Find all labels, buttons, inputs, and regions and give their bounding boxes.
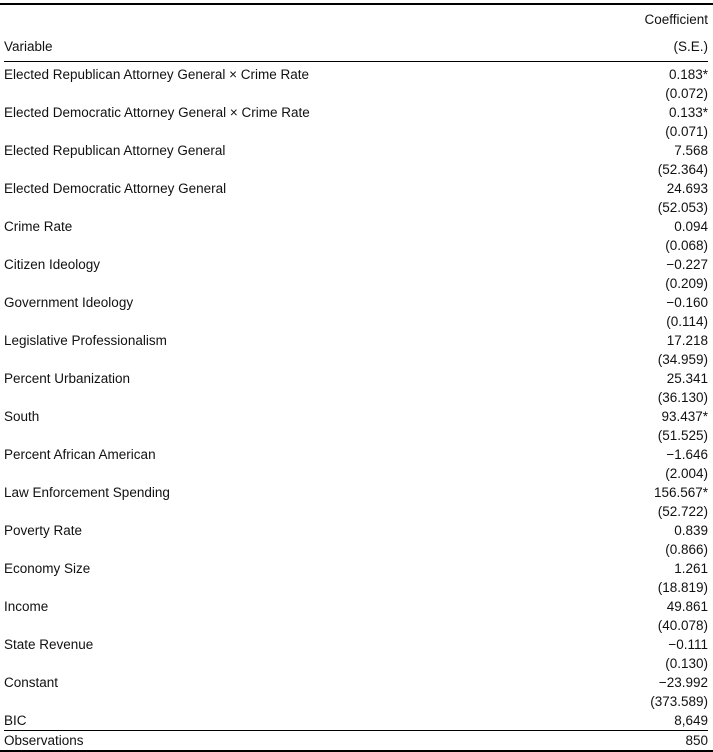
estimate-cell [665,445,708,483]
table-row [4,483,708,521]
estimate-cell [654,483,708,521]
variable-name: Elected Democratic Attorney General × Crime Rate [4,105,310,120]
variable-name: Crime Rate [4,219,73,234]
standard-error-value: (2.004) [665,466,708,481]
estimate-cell [665,521,708,559]
standard-error-value: (0.209) [665,276,708,291]
estimate-cell [650,673,708,711]
standard-error-value: (34.959) [657,352,708,367]
variable-name: Poverty Rate [4,523,83,538]
estimate-cell [665,103,708,141]
table-row [4,65,708,103]
summary-label: BIC [4,713,27,728]
table-row [4,635,708,673]
variable-name: Percent African American [4,447,156,462]
standard-error-value: (36.130) [657,390,708,405]
variable-name: Law Enforcement Spending [4,485,170,500]
summary-value: 8,649 [674,713,708,728]
table-row [4,255,708,293]
standard-error-value: (40.078) [657,618,708,633]
coefficient-value: 0.133* [668,105,708,120]
standard-error-value: (0.071) [665,124,708,139]
table-body [4,62,708,711]
estimate-cell [658,141,708,179]
table-row [4,673,708,711]
column-header-variable: Variable [4,39,53,54]
coefficient-value: 93.437* [661,409,708,424]
variable-name: State Revenue [4,637,94,652]
table-row [4,521,708,559]
standard-error-value: (0.114) [666,314,708,329]
estimate-cell [665,255,708,293]
standard-error-value: (373.589) [650,694,708,709]
summary-label: Observations [4,733,84,748]
coefficient-value: 0.094 [674,219,708,234]
table-row [4,445,708,483]
table-row [4,597,708,635]
standard-error-value: (52.722) [657,504,708,519]
coefficient-value: −0.227 [666,257,708,272]
table-row [4,407,708,445]
coefficient-value: 156.567* [653,485,708,500]
variable-name: Elected Democratic Attorney General [4,181,227,196]
coefficient-value: 0.839 [674,523,708,538]
standard-error-value: (0.130) [665,656,708,671]
variable-name: Elected Republican Attorney General [4,143,226,158]
variable-name: Elected Republican Attorney General × Crime Rate [4,67,310,82]
estimate-cell [658,331,708,369]
estimate-cell [666,293,708,331]
table-header [4,5,708,62]
standard-error-value: (52.364) [657,162,708,177]
variable-name: Income [4,599,49,614]
summary-value: 850 [685,733,708,748]
summary-row [4,711,708,730]
table-row [4,141,708,179]
variable-name: Constant [4,675,59,690]
variable-name: Government Ideology [4,295,134,310]
table-row [4,103,708,141]
estimate-cell [658,597,708,635]
table-row [4,217,708,255]
table-row [4,331,708,369]
standard-error-value: (0.068) [665,238,708,253]
standard-error-value: (51.525) [657,428,708,443]
coefficient-value: 1.261 [674,561,708,576]
summary-row [4,730,708,750]
summary-body [4,711,708,750]
table-row [4,179,708,217]
coefficient-value: 49.861 [666,599,708,614]
standard-error-value: (0.866) [665,542,708,557]
standard-error-value: (52.053) [657,200,708,215]
standard-error-value: (18.819) [657,580,708,595]
coefficient-value: 17.218 [666,333,708,348]
estimate-cell [658,369,708,407]
estimate-cell [658,407,708,445]
coefficient-value: −0.111 [668,637,708,652]
estimate-cell [665,217,708,255]
table-row [4,293,708,331]
coefficient-value: 25.341 [666,371,708,386]
coefficient-value: −23.992 [658,675,708,690]
variable-name: Citizen Ideology [4,257,101,272]
column-header-coefficient-group [644,10,708,56]
regression-results-table [0,3,713,752]
column-header-coefficient: Coefficient [644,12,708,27]
table-row [4,369,708,407]
coefficient-value: 7.568 [674,143,708,158]
column-header-se: (S.E.) [673,39,708,54]
estimate-cell [658,179,708,217]
coefficient-value: 24.693 [666,181,708,196]
table-row [4,559,708,597]
estimate-cell [665,65,708,103]
standard-error-value: (0.072) [665,86,708,101]
estimate-cell [665,635,708,673]
coefficient-value: −0.160 [666,295,708,310]
variable-name: Economy Size [4,561,91,576]
estimate-cell [658,559,708,597]
variable-name: Legislative Professionalism [4,333,167,348]
coefficient-value: −1.646 [666,447,708,462]
variable-name: South [4,409,40,424]
coefficient-value: 0.183* [668,67,708,82]
variable-name: Percent Urbanization [4,371,131,386]
